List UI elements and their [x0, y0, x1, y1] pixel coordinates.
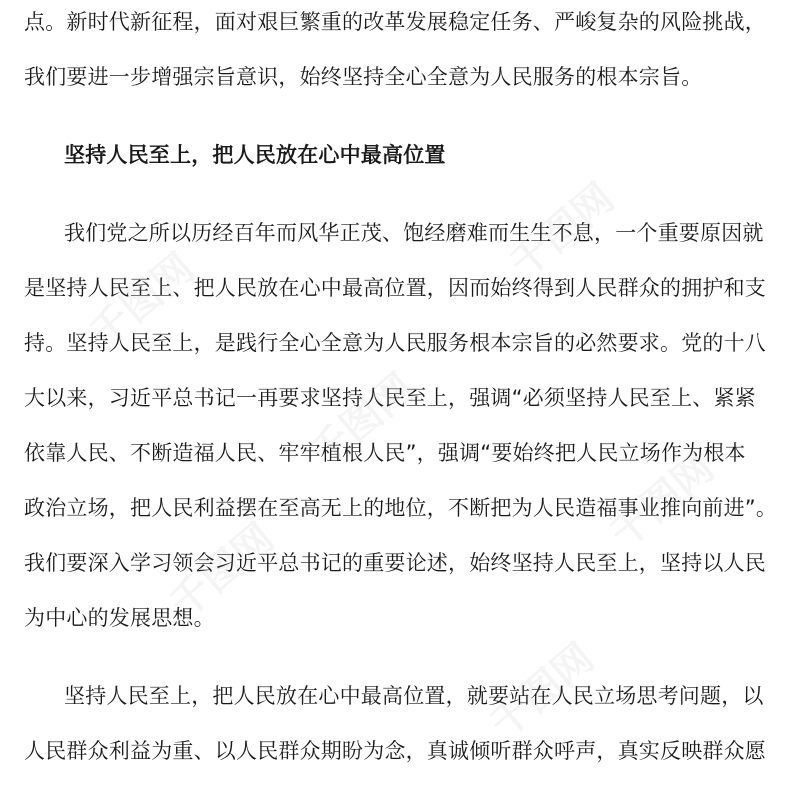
watermark: 千图网: [301, 364, 423, 478]
section-heading: 坚持人民至上，把人民放在心中最高位置: [64, 143, 446, 167]
paragraph-line: 点。新时代新征程，面对艰巨繁重的改革发展稳定任务、严峻复杂的风险挑战，: [24, 10, 766, 34]
paragraph-line: 是坚持人民至上、把人民放在心中最高位置，因而始终得到人民群众的拥护和支: [24, 276, 766, 300]
paragraph-line: 政治立场，把人民利益摆在至高无上的地位，不断把为人民造福事业推向前进”。: [24, 496, 778, 520]
paragraph-line: 我们要进一步增强宗旨意识，始终坚持全心全意为人民服务的根本宗旨。: [24, 65, 703, 89]
paragraph-line: 坚持人民至上，把人民放在心中最高位置，就要站在人民立场思考问题，以: [64, 684, 764, 708]
paragraph-line: 为中心的发展思想。: [24, 606, 215, 630]
paragraph-line: 大以来，习近平总书记一再要求坚持人民至上，强调“必须坚持人民至上、紧紧: [24, 386, 756, 410]
watermark: 千图网: [81, 244, 203, 358]
paragraph-line: 持。坚持人民至上，是践行全心全意为人民服务根本宗旨的必然要求。党的十八: [24, 331, 766, 355]
watermark: 千图网: [481, 634, 603, 748]
watermark: 千图网: [161, 514, 283, 628]
watermark: 千图网: [601, 444, 723, 558]
paragraph-line: 我们要深入学习领会习近平总书记的重要论述，始终坚持人民至上，坚持以人民: [24, 551, 766, 575]
watermark: 千图网: [501, 174, 623, 288]
paragraph-line: 我们党之所以历经百年而风华正茂、饱经磨难而生生不息，一个重要原因就: [64, 221, 764, 245]
paragraph-line: 人民群众利益为重、以人民群众期盼为念，真诚倾听群众呼声，真实反映群众愿: [24, 739, 766, 763]
paragraph-line: 依靠人民、不断造福人民、牢牢植根人民”，强调“要始终把人民立场作为根本: [24, 441, 746, 465]
